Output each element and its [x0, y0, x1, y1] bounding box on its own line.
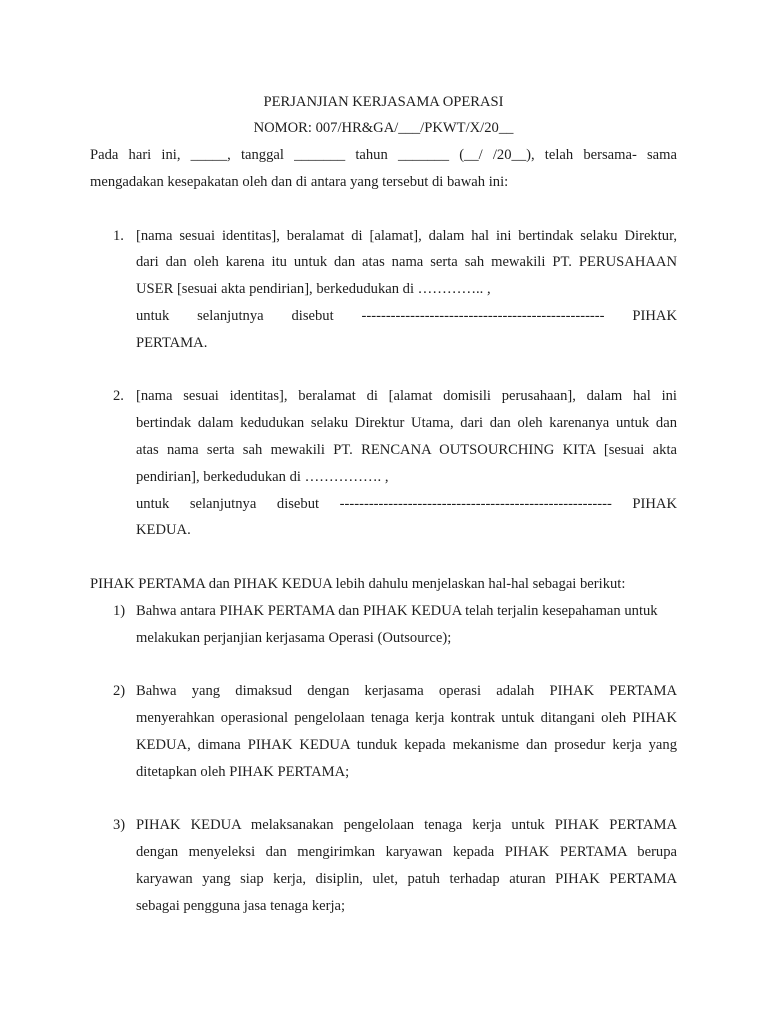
- party-line: atas nama serta sah mewakili PT. RENCANA OUTSOURCHING KITA [sesuai akta: [136, 441, 677, 458]
- party-text: [136, 223, 677, 357]
- party-text: [136, 383, 677, 544]
- party-designation-line: PERTAMA.: [136, 334, 208, 351]
- party-line: bertindak dalam kedudukan selaku Direktur Utama, dari dan oleh karenanya untuk dan: [136, 415, 677, 432]
- point-line: menyerahkan operasional pengelolaan tenaga kerja kontrak untuk ditangani oleh PIHAK: [136, 709, 677, 726]
- preamble-paragraph: PIHAK PERTAMA dan PIHAK KEDUA lebih dahulu menjelaskan hal-hal sebagai berikut:: [90, 575, 626, 592]
- point-line: sebagai pengguna jasa tenaga kerja;: [136, 897, 346, 914]
- intro-line: Pada hari ini, _____, tanggal _______ tahun _______ (__/ /20__), telah bersama- sama: [90, 147, 677, 164]
- document-body: [90, 89, 677, 920]
- point-line: melakukan perjanjian kerjasama Operasi (Outsource);: [136, 629, 452, 646]
- point-item-2: [90, 678, 677, 785]
- intro-line: mengadakan kesepakatan oleh dan di antara yang tersebut di bawah ini:: [90, 173, 509, 190]
- point-text: [136, 598, 677, 652]
- point-line: dengan menyeleksi dan mengirimkan karyawan kepada PIHAK PERTAMA berupa: [136, 843, 677, 860]
- party-item-1: [90, 223, 677, 357]
- party-number: 1.: [113, 227, 124, 244]
- party-line: [nama sesuai identitas], beralamat di [alamat], dalam hal ini bertindak selaku Direktur,: [136, 227, 677, 244]
- intro-paragraph: [90, 142, 677, 196]
- point-number: 2): [113, 683, 126, 700]
- point-number: 3): [113, 817, 126, 834]
- point-line: KEDUA, dimana PIHAK KEDUA tunduk kepada mekanisme dan prosedur kerja yang: [136, 736, 677, 753]
- point-text: [136, 812, 677, 919]
- document-title: PERJANJIAN KERJASAMA OPERASI: [263, 93, 504, 110]
- document-number: NOMOR: 007/HR&GA/___/PKWT/X/20__: [253, 120, 514, 137]
- point-item-1: [90, 598, 677, 652]
- party-designation-line: KEDUA.: [136, 522, 191, 539]
- point-text: [136, 678, 677, 785]
- party-number: 2.: [113, 388, 124, 405]
- party-line: USER [sesuai akta pendirian], berkedudukan di ………….. ,: [136, 281, 491, 298]
- party-designation-line: untuk selanjutnya disebut -------------------------------------------------------- PIHAK: [136, 495, 677, 512]
- point-line: ditetapkan oleh PIHAK PERTAMA;: [136, 763, 350, 780]
- party-item-2: [90, 383, 677, 544]
- party-designation-line: untuk selanjutnya disebut -------------------------------------------------- PIHAK: [136, 307, 677, 324]
- party-line: dari dan oleh karena itu untuk dan atas nama serta sah mewakili PT. PERUSAHAAN: [136, 254, 677, 271]
- point-item-3: [90, 812, 677, 919]
- point-line: PIHAK KEDUA melaksanakan pengelolaan tenaga kerja untuk PIHAK PERTAMA: [136, 817, 677, 834]
- point-number: 1): [113, 602, 126, 619]
- party-line: pendirian], berkedudukan di ……………. ,: [136, 468, 389, 485]
- point-line: karyawan yang siap kerja, disiplin, ulet, patuh terhadap aturan PIHAK PERTAMA: [136, 870, 677, 887]
- point-line: Bahwa antara PIHAK PERTAMA dan PIHAK KEDUA telah terjalin kesepahaman untuk: [136, 602, 658, 619]
- point-line: Bahwa yang dimaksud dengan kerjasama operasi adalah PIHAK PERTAMA: [136, 683, 677, 700]
- party-line: [nama sesuai identitas], beralamat di [alamat domisili perusahaan], dalam hal ini: [136, 388, 677, 405]
